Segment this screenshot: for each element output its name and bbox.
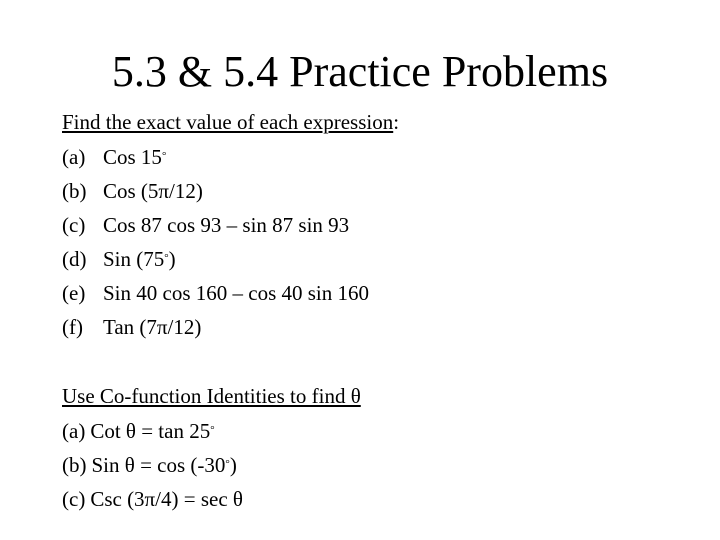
problem-item-d xyxy=(62,241,702,275)
problem-text: Sin θ = cos (-30 xyxy=(91,453,226,477)
cofunction-heading xyxy=(62,379,361,413)
cofunction-item-c xyxy=(62,481,361,515)
degree-symbol: ° xyxy=(161,150,167,162)
cofunction-item-a xyxy=(62,413,361,447)
problem-text: Cos (5π/12) xyxy=(103,179,203,203)
problem-label: (d) xyxy=(62,247,87,271)
problem-label: (c) xyxy=(62,213,86,237)
problem-tail: ) xyxy=(168,247,176,271)
cofunction-heading-text: Use Co-function Identities to find θ xyxy=(62,384,361,408)
problem-text: Cot θ = tan 25 xyxy=(90,419,211,443)
problem-label: (a) xyxy=(62,419,86,443)
exact-value-heading xyxy=(62,105,702,139)
problem-text: Tan (7π/12) xyxy=(103,315,202,339)
problem-text: Cos 15 xyxy=(103,145,162,169)
exact-value-section xyxy=(62,105,702,343)
problem-item-c xyxy=(62,207,702,241)
cofunction-item-b xyxy=(62,447,361,481)
exact-value-heading-colon: : xyxy=(393,110,400,134)
cofunction-section xyxy=(62,379,361,515)
degree-symbol: ° xyxy=(164,252,169,264)
problem-item-f xyxy=(62,309,702,343)
problem-label: (b) xyxy=(62,453,87,477)
problem-item-b xyxy=(62,173,702,207)
problem-label: (e) xyxy=(62,281,86,305)
degree-symbol: ° xyxy=(225,458,230,470)
slide-body xyxy=(62,105,702,511)
problem-tail: ) xyxy=(229,453,237,477)
problem-text: Csc (3π/4) = sec θ xyxy=(90,487,243,511)
exact-value-heading-text: Find the exact value of each expression xyxy=(62,110,394,134)
problem-item-e xyxy=(62,275,702,309)
problem-label: (f) xyxy=(62,315,83,339)
problem-label: (b) xyxy=(62,179,87,203)
slide-title: 5.3 & 5.4 Practice Problems xyxy=(111,47,609,96)
problem-text: Sin (75 xyxy=(103,247,165,271)
problem-text: Cos 87 cos 93 – sin 87 sin 93 xyxy=(103,213,350,237)
problem-item-a xyxy=(62,139,702,173)
degree-symbol: ° xyxy=(210,424,215,436)
problem-label: (a) xyxy=(62,145,86,169)
problem-label: (c) xyxy=(62,487,86,511)
problem-text: Sin 40 cos 160 – cos 40 sin 160 xyxy=(103,281,370,305)
